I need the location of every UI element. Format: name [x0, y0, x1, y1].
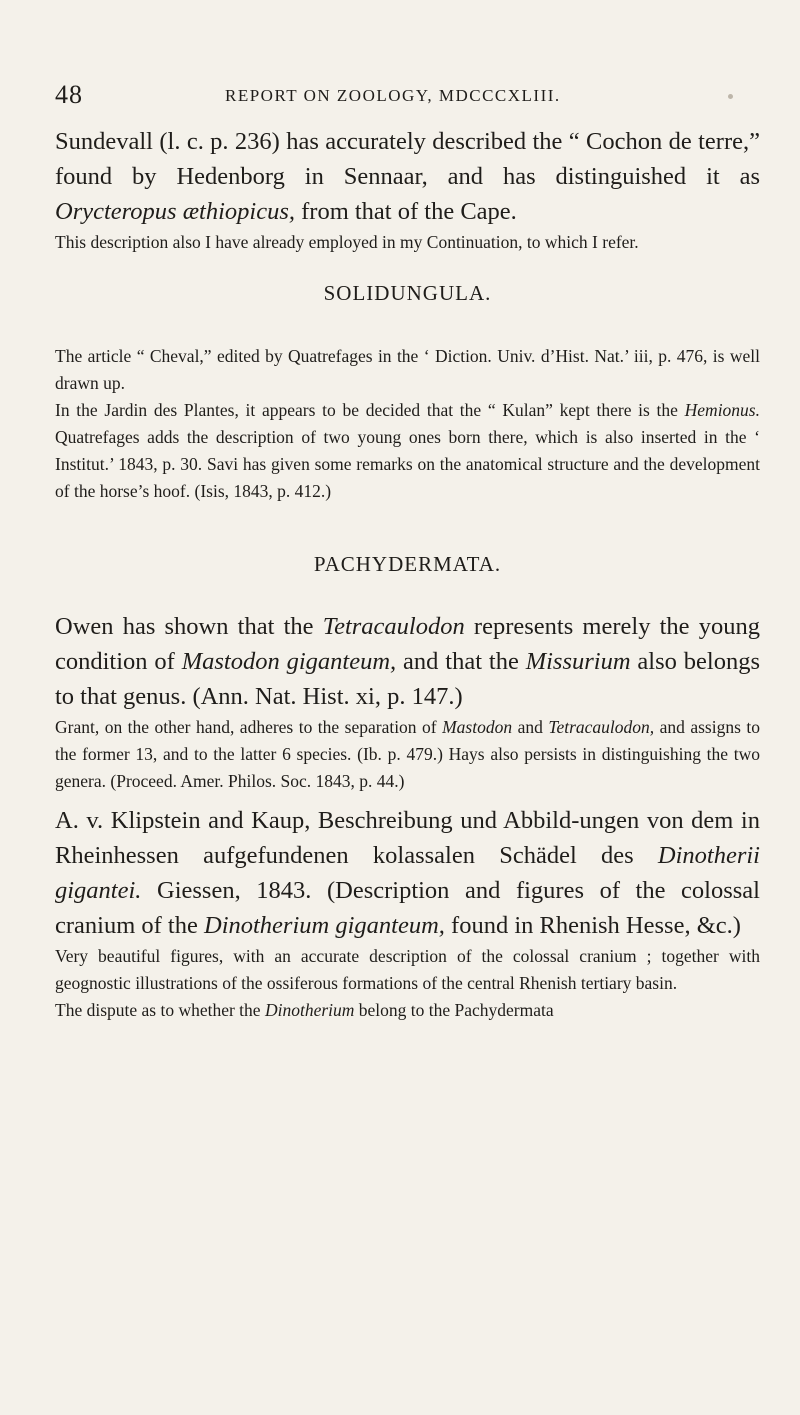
genus-name: Dinotherium [264, 1000, 355, 1020]
paragraph-dispute [55, 997, 760, 1024]
text: and assigns to the former 13, and to the latter 6 species. (Ib. p. 479.) Hays also persists in distinguishing the two genera. (Proceed. Amer. Philos. Soc. 1843, p. 44.) [55, 717, 760, 791]
text: Quatrefages adds the description of two young ones born there, which is also inserted in the ‘ Institut.’ 1843, p. 30. Savi has given some remarks on the anatomical structure and the development of the horse’s hoof. (Isis, 1843, p. 412.) [55, 427, 760, 501]
page-body [55, 124, 760, 1024]
genus-name: Mastodon [442, 717, 513, 737]
paragraph-jardin [55, 397, 760, 505]
text: from that of the Cape. [295, 198, 517, 225]
text: Owen has shown that the [55, 613, 323, 640]
running-head: REPORT ON ZOOLOGY, MDCCCXLIII. [225, 86, 561, 105]
paragraph-owen [55, 609, 760, 714]
text: Sundevall (l. c. p. 236) has accurately described the “ Cochon de terre,” found by Hedenborg in Sennaar, and has distinguished it as [55, 128, 760, 190]
text: A. v. Klipstein and Kaup, Beschreibung und Abbild-ungen von dem in Rheinhessen aufgefundenen kolassalen Schädel des [55, 807, 760, 869]
page-mark [728, 94, 733, 99]
section-heading-solidungula: SOLIDUNGULA. [323, 281, 492, 305]
text: The dispute as to whether the [55, 1000, 265, 1020]
species-name: Hemionus. [684, 400, 760, 420]
text: and that the [396, 648, 526, 675]
text: belong to the Pachydermata [354, 1000, 554, 1020]
paragraph-continuation: This description also I have already employed in my Continuation, to which I refer. [55, 232, 639, 252]
species-name: Dinotherii gigantei. [55, 842, 760, 904]
species-name: Dinotherium giganteum, [204, 912, 445, 939]
text: In the Jardin des Plantes, it appears to be decided that the “ Kulan” kept there is the [55, 400, 685, 420]
genus-name: Missurium [525, 648, 631, 675]
paragraph-figures: Very beautiful figures, with an accurate description of the colossal cranium ; together with geognostic illustrations of the ossiferous formations of the central Rhenish tertiary basin. [55, 946, 760, 993]
genus-name: Tetracaulodon [322, 613, 465, 640]
species-name: Mastodon giganteum, [181, 648, 397, 675]
section-heading-pachydermata: PACHYDERMATA. [313, 552, 502, 576]
species-name: Orycteropus æthiopicus, [55, 198, 295, 225]
text: Giessen, 1843. (Description and figures of the colossal cranium of the [55, 877, 760, 939]
text: Grant, on the other hand, adheres to the separation of [55, 717, 443, 737]
text: found in Rhenish Hesse, &c.) [444, 912, 741, 939]
paragraph-cheval: The article “ Cheval,” edited by Quatrefages in the ‘ Diction. Univ. d’Hist. Nat.’ iii, p. 476, is well drawn up. [55, 346, 760, 393]
text: also belongs to that genus. (Ann. Nat. Hist. xi, p. 147.) [55, 648, 760, 710]
paragraph-klipstein [55, 803, 760, 943]
paragraph-sundevall [55, 124, 760, 229]
paragraph-grant [55, 714, 760, 795]
text: and [512, 717, 549, 737]
text: represents merely the young condition of [55, 613, 760, 675]
page-number: 48 [55, 80, 83, 109]
genus-name: Tetracaulodon, [548, 717, 655, 737]
